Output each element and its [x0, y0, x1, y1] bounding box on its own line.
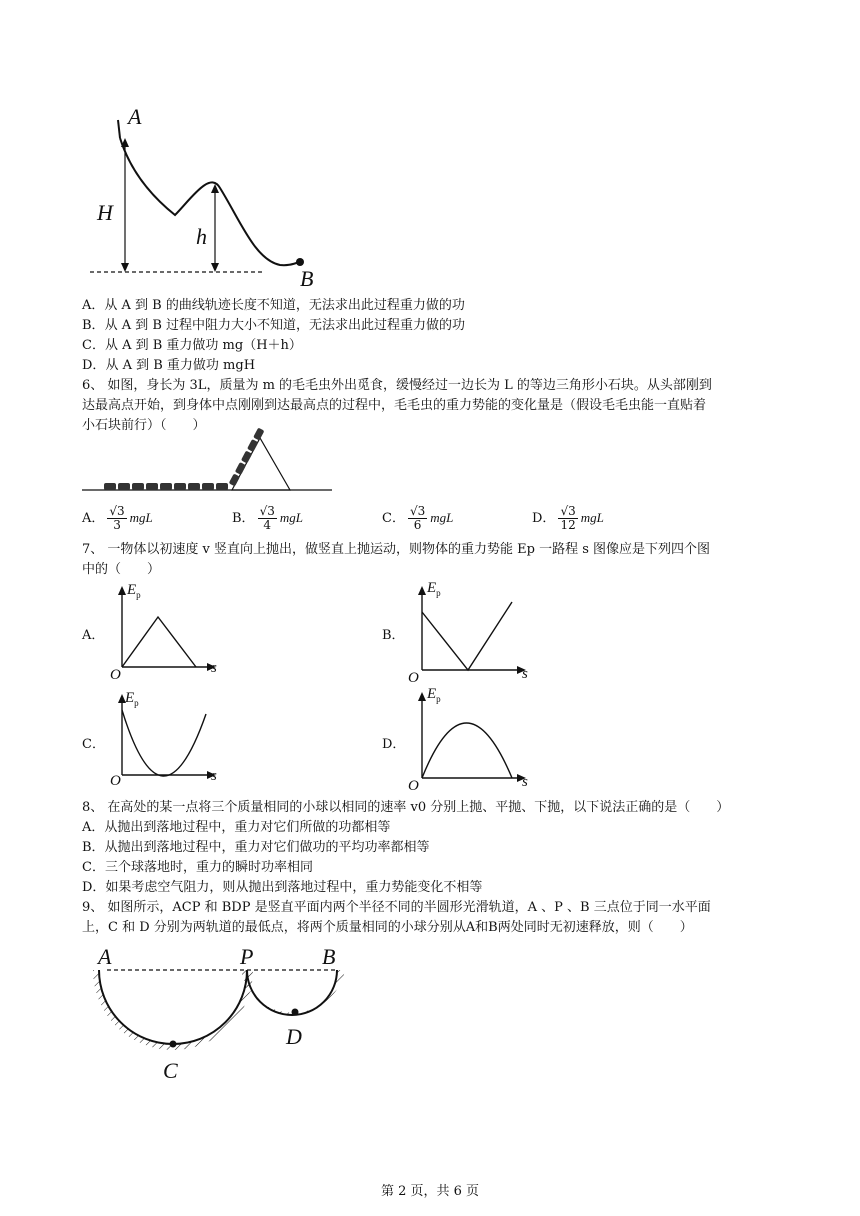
q7-d-s: s: [522, 774, 528, 790]
q5-label-h-big: H: [97, 200, 113, 225]
q5-track-figure: [80, 100, 320, 290]
q7-a-ep: $E_p$: [127, 582, 141, 600]
q8-option-d: D．如果考虑空气阻力，则从抛出到落地过程中，重力势能变化不相等: [82, 880, 483, 895]
q9-label-b: B: [322, 944, 336, 969]
page-footer: 第 2 页，共 6 页: [380, 1184, 480, 1199]
q8-option-c: C．三个球落地时，重力的瞬时功率相同: [82, 860, 313, 875]
q8-option-a: A．从抛出到落地过程中，重力对它们所做的功都相等: [82, 820, 391, 835]
q9-label-c: C: [163, 1058, 178, 1083]
q7-option-b-label: B．: [382, 628, 405, 643]
q9-label-p: P: [240, 944, 254, 969]
q5-label-b: B: [300, 266, 314, 291]
q6-stem-line2: 达最高点开始，到身体中点刚刚到达最高点的过程中，毛毛虫的重力势能的变化量是（假设毛毛虫能一直贴着: [82, 398, 707, 413]
q6-caterpillar-figure: [82, 434, 342, 494]
q8-stem: 8、 在高处的某一点将三个质量相同的小球以相同的速率 v0 分别上抛、平抛、下抛，以下说法正确的是（ ）: [82, 800, 730, 815]
q5-label-h-small: h: [196, 224, 207, 249]
q9-label-a: A: [98, 944, 112, 969]
q5-option-d: D．从 A 到 B 重力做功 mgH: [82, 358, 256, 373]
q7-d-ep: $E_p$: [427, 686, 441, 704]
q9-label-d: D: [286, 1024, 302, 1049]
q5-option-c: C．从 A 到 B 重力做功 mg（H＋h）: [82, 338, 302, 353]
q7-a-origin: O: [110, 667, 121, 683]
q7-d-origin: O: [408, 778, 419, 794]
q5-option-a: A．从 A 到 B 的曲线轨迹长度不知道，无法求出此过程重力做的功: [82, 298, 465, 313]
q7-stem-line2: 中的（ ）: [82, 562, 161, 577]
q7-b-s: s: [522, 666, 528, 682]
q7-stem-line1: 7、 一物体以初速度 v 竖直向上抛出，做竖直上抛运动，则物体的重力势能 Ep 一路程 s 图像应是下列四个图: [82, 542, 711, 557]
q6-option-c: C． $\frac{√3}{6}$ mgL: [382, 504, 454, 532]
q6-option-d: D． $\frac{√3}{12}$ mgL: [532, 504, 604, 532]
q9-stem-line1: 9、 如图所示，ACP 和 BDP 是竖直平面内两个半径不同的半圆形光滑轨道，A 、P 、B 三点位于同一水平面: [82, 900, 711, 915]
q7-option-a-label: A．: [82, 628, 105, 643]
q7-c-origin: O: [110, 773, 121, 789]
q7-c-s: s: [211, 768, 217, 784]
q7-a-s: s: [211, 660, 217, 676]
q5-option-b: B．从 A 到 B 过程中阻力大小不知道，无法求出此过程重力做的功: [82, 318, 466, 333]
q7-option-d-label: D．: [382, 737, 406, 752]
q7-b-origin: O: [408, 670, 419, 686]
q6-option-b: B． $\frac{√3}{4}$ mgL: [232, 504, 303, 532]
q7-c-ep: $E_p$: [125, 690, 139, 708]
q6-stem-line3: 小石块前行）（ ）: [82, 418, 206, 433]
q9-stem-line2: 上，C 和 D 分别为两轨道的最低点，将两个质量相同的小球分别从A和B两处同时无初速释放，则（ ）: [82, 920, 693, 935]
q9-semicircle-figure: [95, 960, 355, 1100]
q5-label-a: A: [128, 104, 142, 129]
q7-b-ep: $E_p$: [427, 580, 441, 598]
q6-stem-line1: 6、 如图，身长为 3L，质量为 m 的毛毛虫外出觅食，缓慢经过一边长为 L 的等边三角形小石块。从头部刚到: [82, 378, 712, 393]
q8-option-b: B．从抛出到落地过程中，重力对它们做功的平均功率都相等: [82, 840, 430, 855]
q6-option-a: A． $\frac{√3}{3}$ mgL: [82, 504, 153, 532]
q7-option-c-label: C．: [82, 737, 105, 752]
